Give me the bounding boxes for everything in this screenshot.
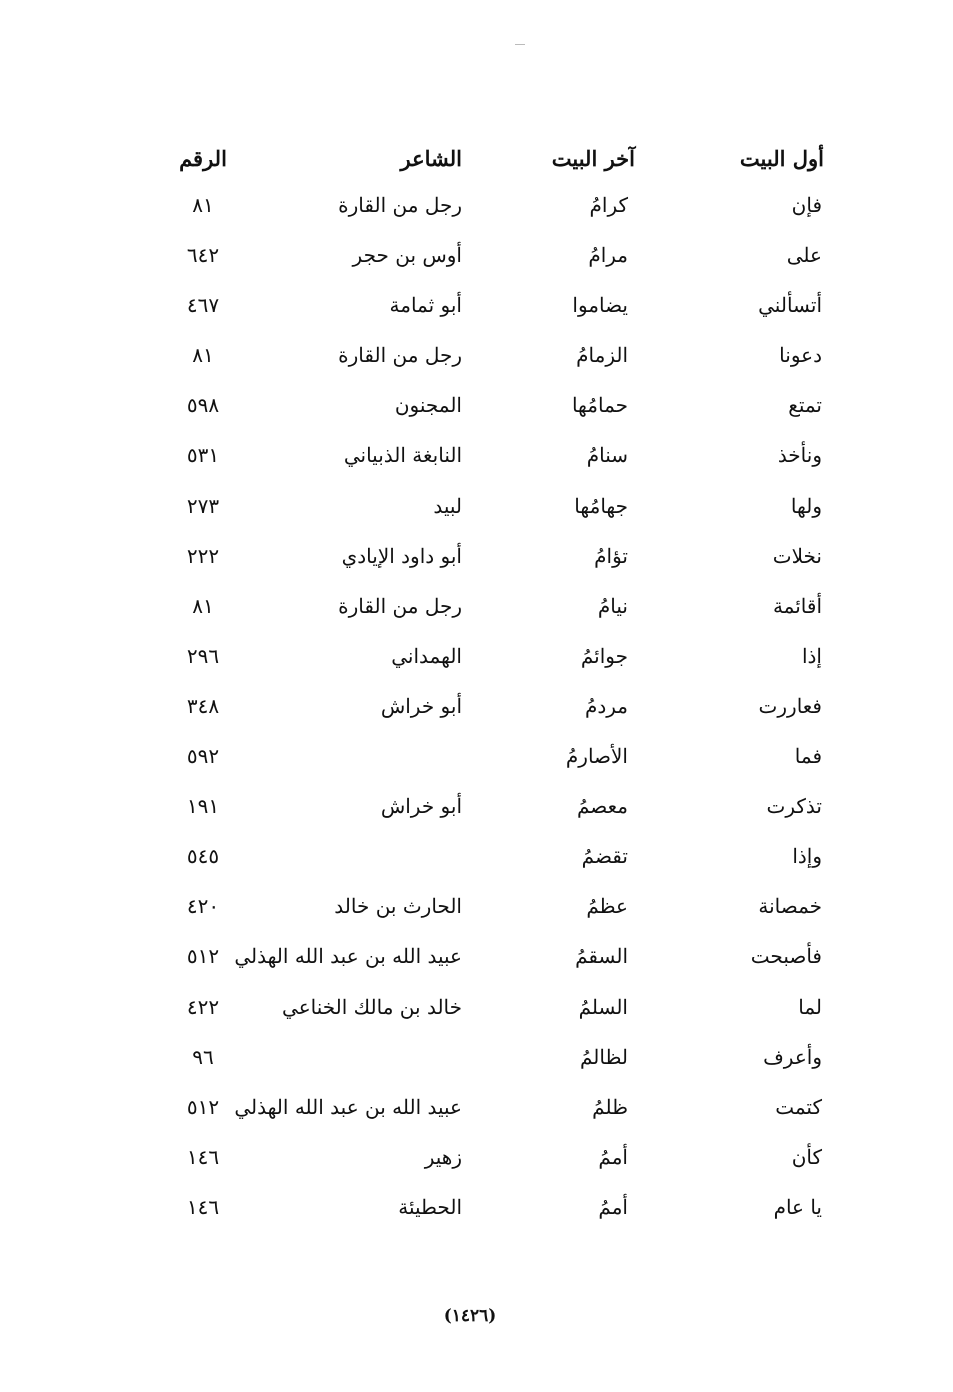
cell-first-word: على xyxy=(786,243,822,268)
table-row xyxy=(150,336,840,386)
table-row xyxy=(150,286,840,336)
cell-first-word: وأعرف xyxy=(763,1044,822,1069)
table-row xyxy=(150,737,840,787)
cell-last-word: تؤامُ xyxy=(594,543,628,568)
cell-last-word: الزمامُ xyxy=(576,343,628,368)
table-body xyxy=(150,186,840,1238)
cell-last-word: كرامُ xyxy=(589,193,628,217)
cell-poet: رجل من القارة xyxy=(338,193,462,217)
cell-poet: عبيد الله بن عبد الله الهذلي xyxy=(234,1094,462,1119)
table-row xyxy=(150,887,840,937)
cell-number: ١٩١ xyxy=(186,794,220,819)
top-mark xyxy=(515,44,525,45)
cell-first-word: خمصانة xyxy=(758,894,822,919)
cell-poet: خالد بن مالك الخناعي xyxy=(282,994,462,1019)
cell-last-word: لظالمُ xyxy=(580,1044,628,1069)
cell-poet: الحارث بن خالد xyxy=(334,894,462,919)
cell-last-word: سنامُ xyxy=(586,443,628,468)
cell-first-word: نخلات xyxy=(772,543,822,568)
cell-last-word: جهامُها xyxy=(574,493,628,518)
cell-number: ٨١ xyxy=(192,593,214,618)
cell-first-word: فما xyxy=(794,744,822,769)
cell-poet: أبو خراش xyxy=(380,794,462,819)
cell-number: ٤٢٢ xyxy=(186,994,220,1019)
cell-poet: أبو داود الإيادي xyxy=(341,543,462,568)
page-number: (١٤٢٦) xyxy=(443,1306,497,1326)
cell-last-word: السلمُ xyxy=(578,994,628,1019)
cell-last-word: السقمُ xyxy=(575,944,628,969)
cell-number: ٨١ xyxy=(192,343,214,368)
cell-poet: رجل من القارة xyxy=(338,593,462,618)
header-last-word: آخر البيت xyxy=(551,146,635,171)
cell-first-word: فإن xyxy=(791,193,822,217)
table-row xyxy=(150,1138,840,1188)
cell-number: ٢٩٦ xyxy=(186,643,220,668)
cell-last-word: حمامُها xyxy=(571,393,628,418)
table-row xyxy=(150,186,840,236)
cell-poet: الهمداني xyxy=(391,643,462,668)
cell-first-word: لما xyxy=(798,994,822,1019)
cell-number: ١٤٦ xyxy=(186,1194,220,1219)
table-row xyxy=(150,687,840,737)
cell-first-word: أقائمة xyxy=(772,593,822,618)
cell-poet: رجل من القارة xyxy=(338,343,462,368)
cell-last-word: جوائمُ xyxy=(580,643,628,668)
table-row xyxy=(150,487,840,537)
cell-first-word: كتمت xyxy=(775,1094,822,1119)
cell-first-word: ونأخذ xyxy=(777,443,822,468)
table-row xyxy=(150,436,840,486)
table-row xyxy=(150,787,840,837)
cell-number: ٩٦ xyxy=(192,1044,214,1069)
table-header-row xyxy=(150,140,840,178)
cell-poet: النابغة الذبياني xyxy=(343,443,462,468)
cell-last-word: مردمُ xyxy=(584,693,628,718)
cell-first-word: فعاررت xyxy=(758,693,822,718)
cell-number: ٤٢٠ xyxy=(186,894,220,919)
cell-last-word: الأصارمُ xyxy=(565,744,628,769)
table-row xyxy=(150,1088,840,1138)
cell-poet: لبيد xyxy=(433,493,462,518)
cell-number: ٢٢٢ xyxy=(186,543,220,568)
cell-number: ٨١ xyxy=(192,193,214,217)
table-row xyxy=(150,837,840,887)
table-row xyxy=(150,1188,840,1238)
table-row xyxy=(150,637,840,687)
cell-last-word: ظلمُ xyxy=(592,1094,628,1119)
table-row xyxy=(150,1038,840,1088)
cell-first-word: تمتع xyxy=(788,393,822,418)
table-row xyxy=(150,537,840,587)
cell-number: ٢٧٣ xyxy=(186,493,220,518)
cell-first-word: كأن xyxy=(791,1144,822,1169)
cell-first-word: يا عام xyxy=(773,1194,822,1219)
cell-first-word: فأصبحت xyxy=(750,944,822,969)
table-row xyxy=(150,988,840,1038)
cell-number: ٥٤٥ xyxy=(186,844,220,869)
table-row xyxy=(150,386,840,436)
cell-number: ٤٦٧ xyxy=(186,293,220,318)
cell-last-word: أممُ xyxy=(598,1194,628,1219)
table-row xyxy=(150,236,840,286)
cell-number: ٥١٢ xyxy=(186,1094,220,1119)
cell-number: ٣٤٨ xyxy=(186,693,220,718)
cell-first-word: ولها xyxy=(790,493,822,518)
cell-first-word: وإذا xyxy=(792,844,822,869)
cell-last-word: تقضمُ xyxy=(581,844,628,869)
table-row xyxy=(150,587,840,637)
header-number: الرقم xyxy=(179,146,227,171)
cell-first-word: دعونا xyxy=(779,343,822,368)
cell-poet: زهير xyxy=(424,1144,462,1169)
cell-number: ٥٣١ xyxy=(186,443,220,468)
cell-poet: أوس بن حجر xyxy=(352,243,462,268)
cell-poet: أبو خراش xyxy=(380,693,462,718)
cell-poet: أبو ثمامة xyxy=(389,293,462,318)
cell-poet: المجنون xyxy=(394,393,462,418)
verse-index-table xyxy=(150,140,840,1238)
cell-last-word: معصمُ xyxy=(576,794,628,819)
cell-first-word: تذكرت xyxy=(766,794,822,819)
cell-number: ١٤٦ xyxy=(186,1144,220,1169)
cell-poet: الحطيئة xyxy=(398,1194,462,1219)
cell-last-word: يضاموا xyxy=(572,293,628,318)
header-first-word: أول البيت xyxy=(739,146,824,171)
cell-number: ٥٩٨ xyxy=(186,393,220,418)
cell-last-word: مرامُ xyxy=(588,243,628,268)
cell-number: ٦٤٢ xyxy=(186,243,220,268)
cell-first-word: أتسألني xyxy=(758,293,822,318)
cell-first-word: إذا xyxy=(801,643,822,668)
cell-last-word: نيامُ xyxy=(597,593,628,618)
cell-last-word: أممُ xyxy=(598,1144,628,1169)
cell-number: ٥٩٢ xyxy=(186,744,220,769)
cell-number: ٥١٢ xyxy=(186,944,220,969)
cell-last-word: عظمُ xyxy=(586,894,628,919)
table-row xyxy=(150,937,840,987)
header-poet: الشاعر xyxy=(400,146,462,171)
cell-poet: عبيد الله بن عبد الله الهذلي xyxy=(234,944,462,969)
